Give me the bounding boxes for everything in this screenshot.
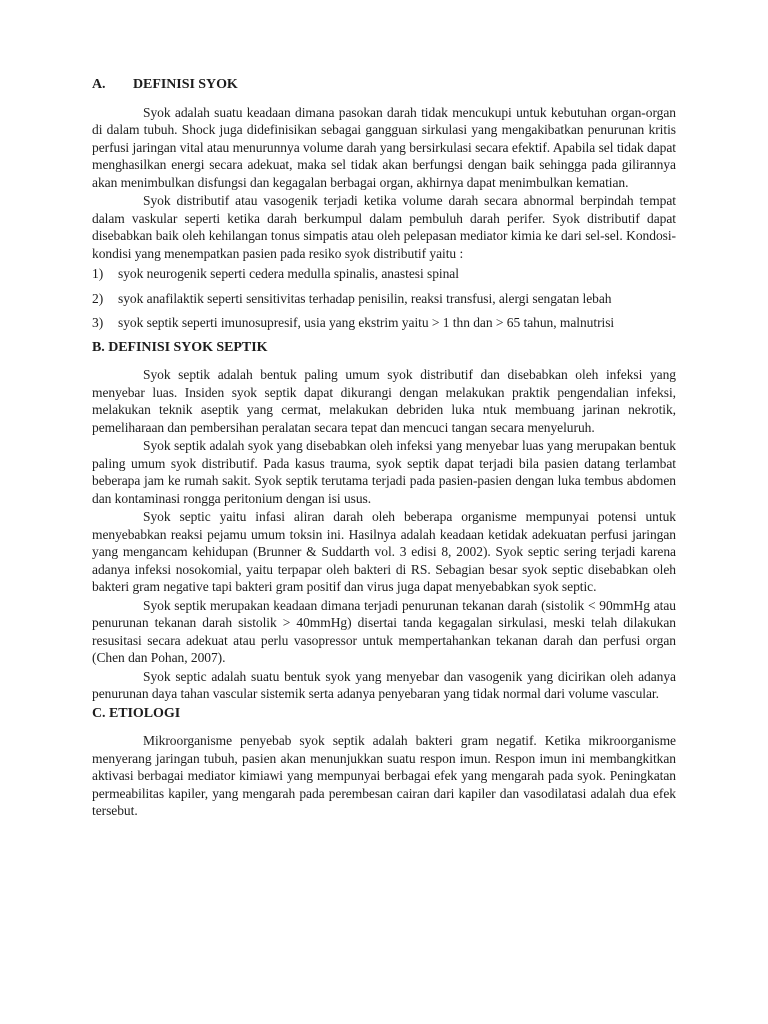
list-item-3-number: 3)	[92, 315, 104, 330]
list-item-1	[92, 265, 676, 283]
list-item-1-number: 1)	[92, 266, 104, 281]
paragraph-2: Syok distributif atau vasogenik terjadi ketika volume darah secara abnormal berpindah tempat dalam vaskular seperti ketika darah berkumpul dalam pembuluh darah perifer. Syok distributif dapat disebabkan baik oleh kehilangan tonus simpatis atau oleh pelepasan mediator kimia ke dari sel-sel. Kondosi-kondisi yang menempatkan pasien pada resiko syok distributif yaitu :	[92, 193, 676, 261]
paragraph-8: Mikroorganisme penyebab syok septik adalah bakteri gram negatif. Ketika mikroorganisme menyerang jaringan tubuh, pasien akan menunjukkan suatu respon imun. Respon imun ini membangkitkan aktivasi berbagai mediator kimiawi yang mempunyai berbagai efek yang mengarah pada syok. Peningkatan permeabilitas kapiler, yang mengarah pada perembesan cairan dari kapiler dan vasodilatasi adalah dua efek tersebut.	[92, 733, 676, 818]
paragraph-6: Syok septik merupakan keadaan dimana terjadi penurunan tekanan darah (sistolik < 90mmHg atau penurunan tekanan darah sistolik > 40mmHg) disertai tanda kegagalan sirkulasi, meski telah dilakukan resusitasi secara adekuat atau perlu vasopressor untuk mempertahankan tekanan darah dan perfusi organ (Chen dan Pohan, 2007).	[92, 597, 676, 665]
paragraph-7: Syok septic adalah suatu bentuk syok yang menyebar dan vasogenik yang dicirikan oleh adanya penurunan daya tahan vascular sistemik serta adanya penyebaran yang tidak normal dari volume vascular.	[92, 668, 676, 701]
paragraph-1: Syok adalah suatu keadaan dimana pasokan darah tidak mencukupi untuk kebutuhan organ-organ di dalam tubuh. Shock juga didefinisikan sebagai gangguan sirkulasi yang mengakibatkan penurunan kritis perfusi jaringan vital atau menurunnya volume darah yang bersirkulasi secara efektif. Apabila sel tidak dapat menghasilkan energi secara adekuat, maka sel tidak akan berfungsi dengan baik sehingga pada gilirannya akan menimbulkan disfungsi dan kegagalan berbagai organ, akhirnya dapat menimbulkan kematian.	[92, 104, 676, 190]
list-item-2-text: syok anafilaktik seperti sensitivitas terhadap penisilin, reaksi transfusi, alergi sengatan lebah	[118, 290, 612, 306]
list-item-2-number: 2)	[92, 290, 104, 306]
heading-a-title: DEFINISI SYOK	[133, 77, 238, 92]
section-heading-a	[92, 76, 676, 94]
list-item-3-text: syok septik seperti imunosupresif, usia yang ekstrim yaitu > 1 thn dan > 65 tahun, malnutrisi	[118, 315, 615, 330]
paragraph-4: Syok septik adalah syok yang disebabkan oleh infeksi yang menyebar luas yang merupakan bentuk paling umum syok distributif. Pada kasus trauma, syok septik dapat terjadi bila pasien datang terlambat beberapa jam ke rumah sakit. Syok septik terutama terjadi pada pasien-pasien dengan luka tembus abdomen dan kontaminasi rongga peritonium dengan isi usus.	[92, 438, 676, 506]
numbered-list	[92, 265, 676, 332]
list-item-1-text: syok neurogenik seperti cedera medulla spinalis, anastesi spinal	[118, 266, 459, 281]
heading-a-letter: A.	[92, 77, 106, 92]
section-heading-c: C. ETIOLOGI	[92, 705, 181, 721]
section-heading-b: B. DEFINISI SYOK SEPTIK	[92, 339, 268, 355]
list-item-2	[92, 290, 676, 308]
paragraph-3: Syok septik adalah bentuk paling umum syok distributif dan disebabkan oleh infeksi yang menyebar luas. Insiden syok septik dapat dikurangi dengan melakukan praktik pengendalian infeksi, melakukan teknik aseptik yang cermat, melakukan debriden luka ntuk membuang jarinan nekrotik, pemeliharaan dan pembersihan peralatan secara tepat dan mencuci tangan secara menyeluruh.	[92, 367, 676, 435]
paragraph-5: Syok septic yaitu infasi aliran darah oleh beberapa organisme mempunyai potensi untuk menyebabkan reaksi pejamu umum toksin ini. Hasilnya adalah keadaan ketidak adekuatan perfusi jaringan yang mengancam kehidupan (Brunner & Suddarth vol. 3 edisi 8, 2002). Syok septic sering terjadi karena adanya infeksi nosokomial, yaitu terpapar oleh bakteri di RS. Sebagian besar syok septic disebabkan oleh bakteri gram negative tapi bakteri gram positif dan virus juga dapat menyebabkan syok septic.	[92, 509, 676, 594]
list-item-3	[92, 314, 676, 332]
